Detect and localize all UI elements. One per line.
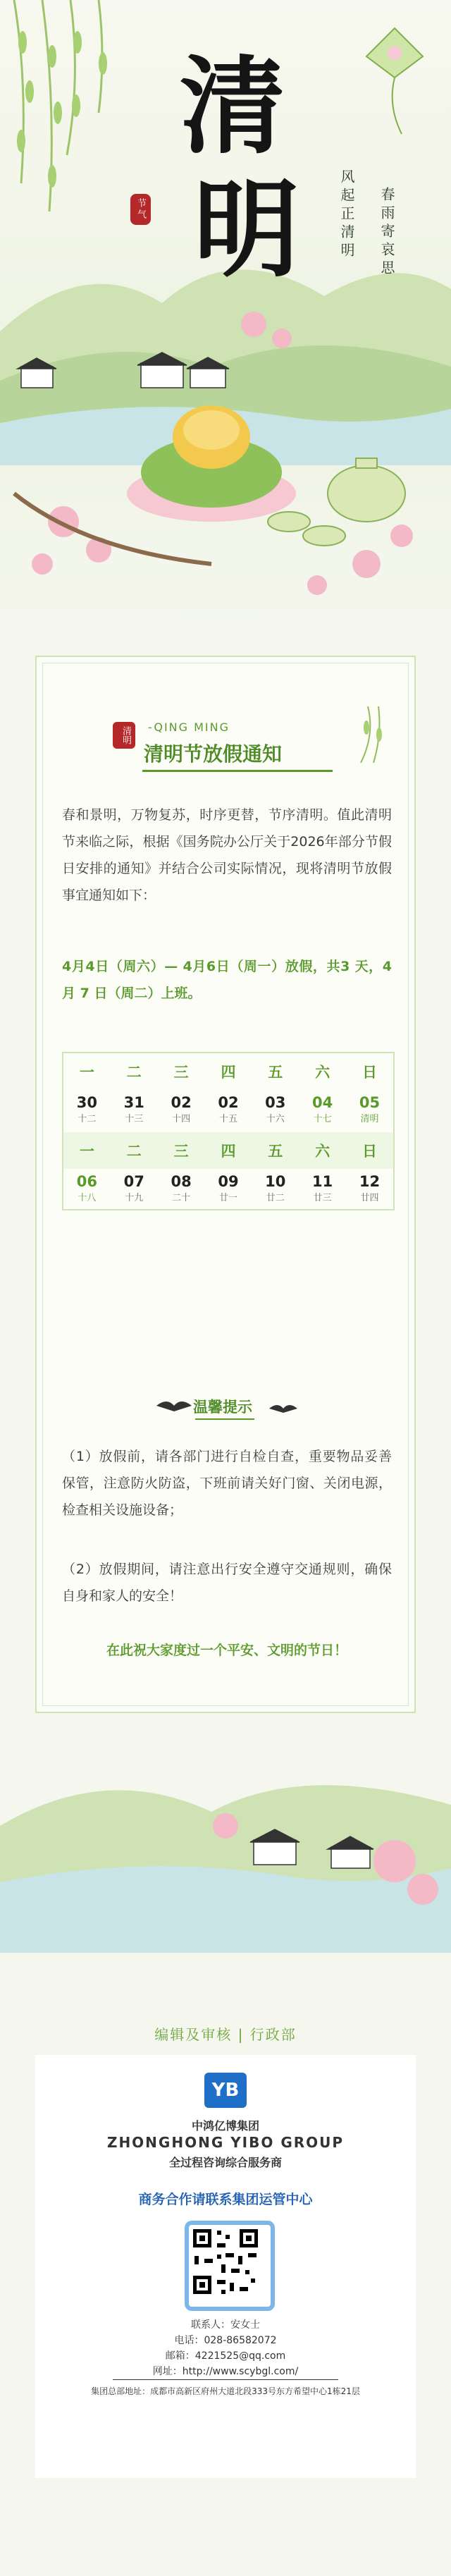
- tips-underline: [195, 1418, 254, 1420]
- date-cell: 09: [218, 1173, 239, 1190]
- company-name-en: ZHONGHONG YIBO GROUP: [106, 2134, 345, 2151]
- lunar-label: 廿一: [218, 1193, 237, 1203]
- company-footer: [35, 2055, 416, 2478]
- lunar-label: 二十: [172, 1193, 191, 1203]
- lunar-label: 清明: [360, 1114, 379, 1124]
- lunar-label: 十九: [125, 1193, 144, 1203]
- swallow-icon-right: [269, 1402, 297, 1416]
- weekday-tue: 二: [126, 1143, 142, 1160]
- contact-person: 联系人：安女士: [191, 2319, 260, 2331]
- weekday-tue: 二: [126, 1064, 142, 1081]
- hero-illustration: [0, 0, 451, 634]
- title-underline: [142, 770, 333, 772]
- date-cell: 08: [171, 1173, 192, 1190]
- weekday-sat: 六: [315, 1064, 330, 1081]
- date-cell: 03: [265, 1094, 286, 1111]
- notice-card: [35, 656, 416, 1713]
- tip-2: （2）放假期间，请注意出行安全遵守交通规则，确保自身和家人的安全！: [62, 1562, 392, 1604]
- verse-left: 风起正清明: [338, 169, 355, 261]
- weekday-thu: 四: [221, 1143, 236, 1160]
- subtitle-en: -QING MING: [148, 720, 230, 734]
- weekday-wed: 三: [173, 1064, 189, 1081]
- weekday-sun: 日: [362, 1064, 378, 1081]
- company-logo: YB: [204, 2073, 247, 2108]
- weekday-fri: 五: [268, 1143, 283, 1160]
- lunar-label: 廿二: [266, 1193, 285, 1203]
- contact-website[interactable]: 网址：http://www.scybgl.com/: [152, 2366, 299, 2377]
- lunar-label: 十四: [172, 1114, 191, 1124]
- qr-code-icon: [189, 2225, 262, 2298]
- company-slogan: 全过程咨询综合服务商: [168, 2156, 282, 2169]
- holiday-date-cell: 05: [359, 1094, 381, 1111]
- holiday-date-cell: 04: [312, 1094, 333, 1111]
- date-cell: 02: [218, 1094, 239, 1111]
- contact-email[interactable]: 邮箱：4221525@qq.com: [165, 2350, 286, 2362]
- date-cell: 12: [359, 1173, 381, 1190]
- date-cell: 11: [312, 1173, 333, 1190]
- divider: [113, 2379, 338, 2380]
- company-name-cn: 中鸿亿博集团: [191, 2119, 259, 2133]
- lunar-label: 十三: [125, 1114, 144, 1124]
- landscape-illustration-bottom: [0, 1720, 451, 2016]
- intro-paragraph: 春和景明，万物复苏，时序更替，节序清明。值此清明节来临之际，根据《国务院办公厅关于2026年部分节假日安排的通知》并结合公司实际情况，现将清明节放假事宜通知如下：: [62, 807, 392, 903]
- closing-wishes: 在此祝大家度过一个平安、文明的节日！: [106, 1643, 347, 1658]
- kite: [366, 28, 423, 134]
- notice-title: 清明节放假通知: [144, 742, 283, 766]
- lunar-label: 十六: [266, 1114, 285, 1124]
- lunar-label: 廿四: [360, 1193, 379, 1203]
- qr-code-frame: [185, 2221, 275, 2311]
- swallow-icon-left: [156, 1397, 192, 1414]
- editor-credit: 编辑及审核 | 行政部: [154, 2026, 297, 2043]
- company-address: 集团总部地址：成都市高新区府州大道北段333号东方希望中心1栋21层: [91, 2386, 360, 2396]
- date-cell: 31: [123, 1094, 144, 1111]
- date-cell: 07: [123, 1173, 144, 1190]
- date-cell: 30: [76, 1094, 98, 1111]
- weekday-fri: 五: [268, 1064, 283, 1081]
- date-row-1: [63, 1090, 393, 1125]
- lunar-label: 十五: [218, 1114, 237, 1124]
- weekday-wed: 三: [173, 1143, 189, 1160]
- weekday-mon: 一: [79, 1064, 94, 1081]
- weekday-row: [63, 1132, 393, 1169]
- willow-icon: [340, 706, 396, 763]
- contact-heading: 商务合作请联系集团运管中心: [138, 2192, 313, 2207]
- date-row-2: [63, 1169, 393, 1209]
- lunar-label: 廿三: [313, 1193, 332, 1203]
- date-cell: 10: [265, 1173, 286, 1190]
- weekday-row: [63, 1053, 393, 1090]
- verse-right: 春雨寄哀思: [378, 187, 395, 278]
- tips-title: 温馨提示: [193, 1399, 252, 1416]
- holiday-calendar: [62, 1052, 395, 1210]
- qingming-seal: 清明: [113, 722, 135, 749]
- tip-1: （1）放假前，请各部门进行自检自查，重要物品妥善保管，注意防火防盗，下班前请关好门窗、关闭电源，检查相关设施设备；: [62, 1449, 392, 1518]
- weekday-thu: 四: [221, 1064, 236, 1081]
- title-char-qing: 清: [180, 44, 286, 168]
- lunar-label: 十二: [78, 1114, 97, 1124]
- schedule-text: 4月4日（周六）— 4月6日（周一）放假，共3 天，4 月 7 日（周二）上班。: [62, 959, 392, 1001]
- holiday-date-cell: 06: [76, 1173, 98, 1190]
- weekday-mon: 一: [79, 1143, 94, 1160]
- jieqi-seal: 节气: [130, 194, 151, 225]
- title-char-ming: 明: [194, 168, 300, 292]
- weekday-sun: 日: [362, 1143, 378, 1160]
- weekday-sat: 六: [315, 1143, 330, 1160]
- lunar-label: 十八: [78, 1193, 97, 1203]
- contact-phone: 电话：028-86582072: [174, 2335, 277, 2346]
- lunar-label: 十七: [313, 1114, 332, 1124]
- date-cell: 02: [171, 1094, 192, 1111]
